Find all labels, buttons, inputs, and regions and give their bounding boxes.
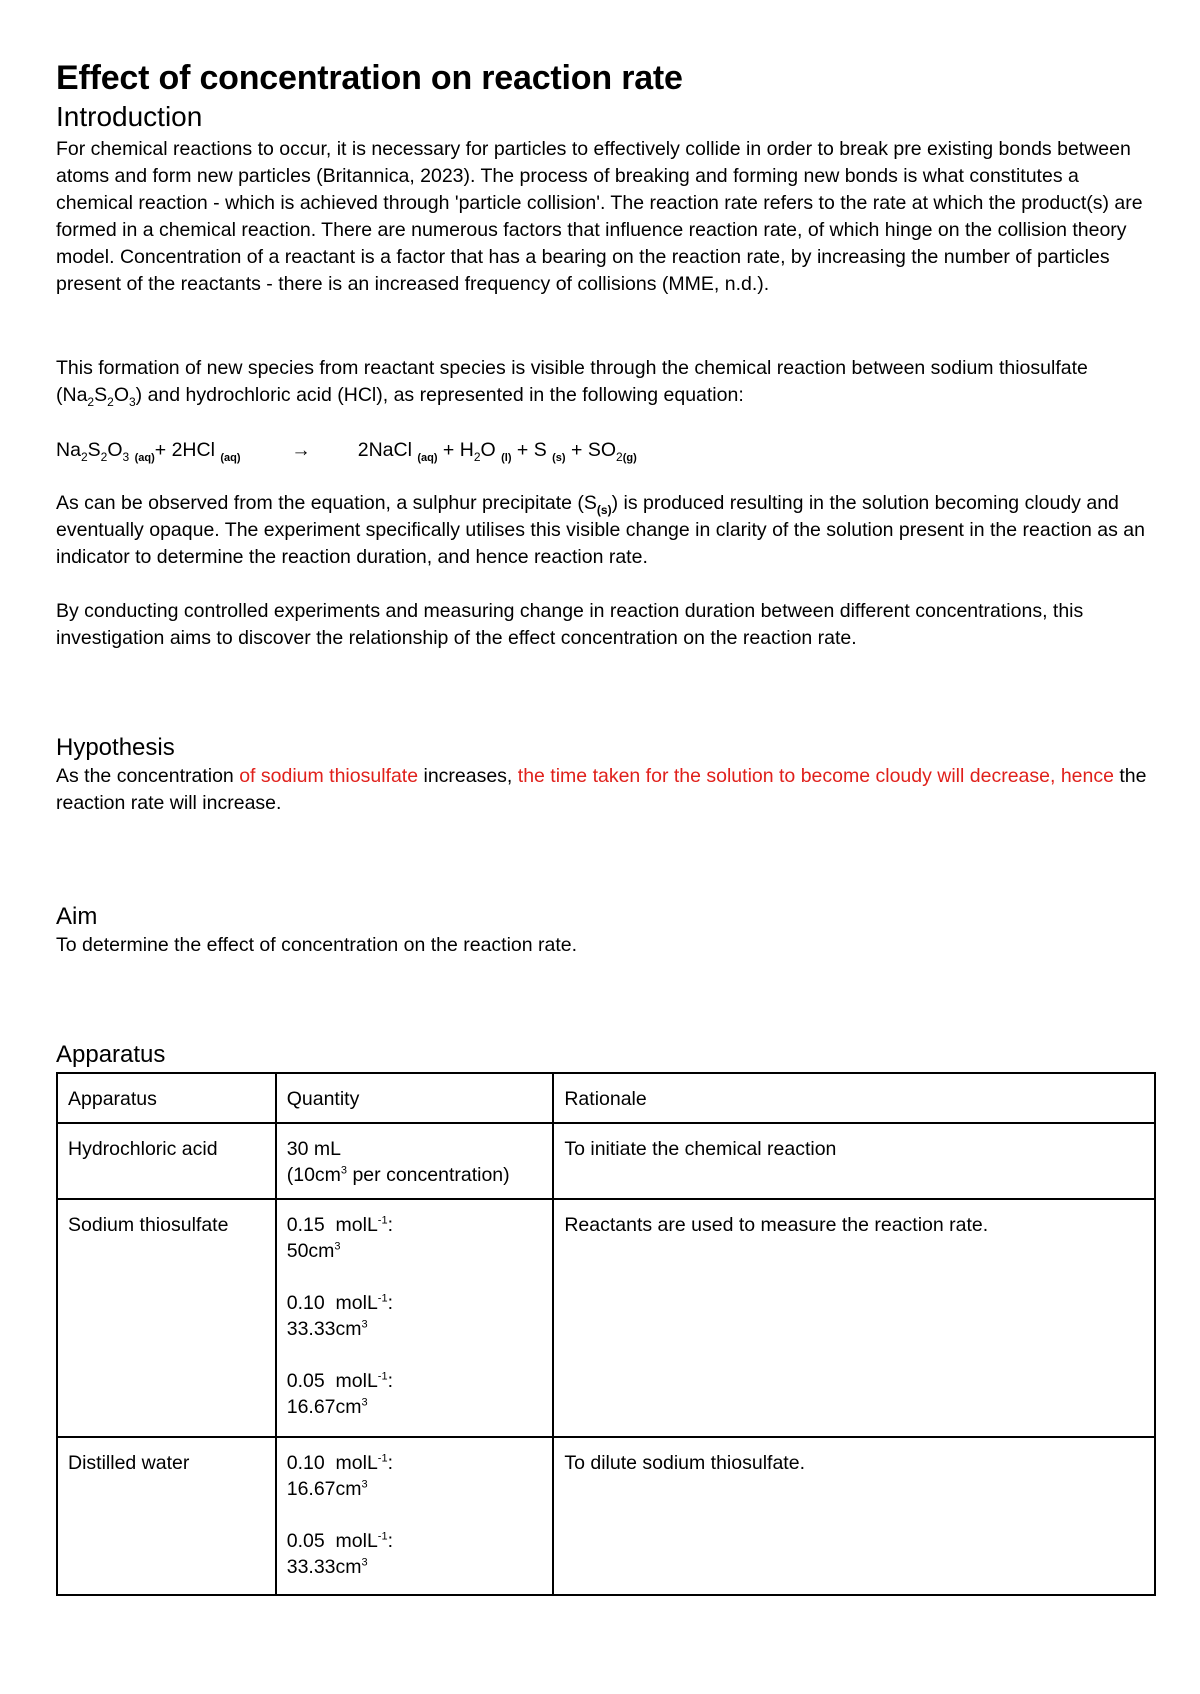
row-rationale: To dilute sodium thiosulfate. <box>553 1437 1155 1595</box>
apparatus-heading-block <box>56 1040 1156 1070</box>
row-quantity: 30 mL ($10cm^3$ per concentration) <box>276 1123 554 1199</box>
apparatus-heading: Apparatus <box>56 1041 166 1068</box>
row-quantity: 0.10 molL$^{-1}$: $16.67cm^3$ 0.05 molL$^{-1}$: $33.33cm^3$ <box>276 1437 554 1595</box>
aim-text: To determine the effect of concentration on the reaction rate. <box>56 934 578 956</box>
title-block <box>56 58 1156 98</box>
hypothesis-heading: Hypothesis <box>56 734 175 761</box>
arrow-icon: → <box>291 439 311 461</box>
introduction-heading: Introduction <box>56 101 203 132</box>
row-item: Hydrochloric acid <box>57 1123 276 1199</box>
row-rationale: Reactants are used to measure the reaction rate. <box>553 1199 1155 1437</box>
header-rationale: Rationale <box>553 1073 1155 1123</box>
row-item: Sodium thiosulfate <box>57 1199 276 1437</box>
introduction-paragraph-4: By conducting controlled experiments and measuring change in reaction duration between different concentrations, this investigation aims to discover the relationship of the effect concentration on the reaction rate. <box>56 600 1084 649</box>
table-header-row <box>57 1073 1155 1123</box>
row-item: Distilled water <box>57 1437 276 1595</box>
aim-heading: Aim <box>56 903 98 930</box>
apparatus-table <box>56 1072 1156 1596</box>
chemical-equation: $Na_2S_2O_3$ $_{(aq)}$+ 2HCl $_{(aq)}$ → 2NaCl $_{(aq)} + H_2O$ $_{(l)}$ + S $_{(s)} + SO_{2(g)}$ <box>56 439 637 464</box>
introduction-paragraph-1: For chemical reactions to occur, it is necessary for particles to effectively collide in order to break pre existing bonds between atoms and form new particles (Britannica, 2023). The process of breaking and forming new bonds is what constitutes a chemical reaction - which is achieved through 'particle collision'. The reaction rate refers to the rate at which the product(s) are formed in a chemical reaction. There are numerous factors that influence reaction rate, of which hinge on the collision theory model. Concentration of a reactant is a factor that has a bearing on the reaction rate, by increasing the number of particles present of the reactants - there is an increased frequency of collisions (MME, n.d.). <box>56 138 1143 295</box>
aim-section <box>56 902 1156 959</box>
introduction-paragraph-3: As can be observed from the equation, a sulphur precipitate $(S_{(s)})$ is produced resulting in the solution becoming cloudy and eventually opaque. The experiment specifically utilises this visible change in clarity of the solution present in the reaction as an indicator to determine the reaction duration, and hence reaction rate. <box>56 492 1146 568</box>
page-title: Effect of concentration on reaction rate <box>56 59 683 97</box>
table-row <box>57 1123 1155 1199</box>
hypothesis-section <box>56 733 1156 817</box>
row-quantity: 0.15 molL$^{-1}$: $50cm^3$ 0.10 molL$^{-1}$: $33.33cm^3$ 0.05 molL$^{-1}$: $16.67cm^3$ <box>276 1199 554 1437</box>
hypothesis-text: As the concentration of sodium thiosulfate increases, the time taken for the solution to become cloudy will decrease, hence the reaction rate will increase. <box>56 765 1147 814</box>
header-quantity: Quantity <box>276 1073 554 1123</box>
row-rationale: To initiate the chemical reaction <box>553 1123 1155 1199</box>
table-row <box>57 1199 1155 1437</box>
table-row <box>57 1437 1155 1595</box>
header-apparatus: Apparatus <box>57 1073 276 1123</box>
introduction-section <box>56 100 1156 298</box>
introduction-paragraph-2: This formation of new species from reactant species is visible through the chemical reaction between sodium thiosulfate $(Na_2S_2O_3)$ and hydrochloric acid (HCl), as represented in the following equation: <box>56 357 1088 409</box>
